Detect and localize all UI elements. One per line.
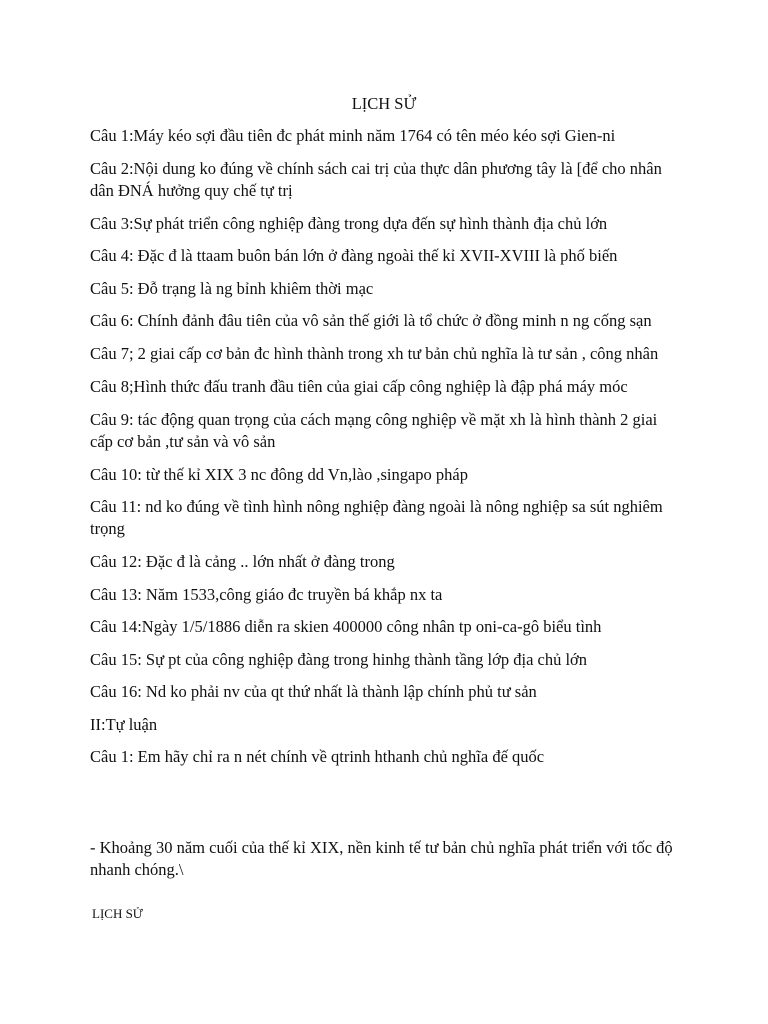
- question-item-8: Câu 8;Hình thức đấu tranh đầu tiên của giai cấp công nghiệp là đập phá máy móc: [90, 377, 628, 396]
- question-item-14: Câu 14:Ngày 1/5/1886 diễn ra skien 400000 công nhân tp oni-ca-gô biểu tình: [90, 617, 602, 636]
- question-item-12: Câu 12: Đặc đ là cảng .. lớn nhất ở đàng trong: [90, 552, 395, 571]
- page-title: LỊCH SỬ: [351, 94, 417, 113]
- question-item-16: Câu 16: Nd ko phải nv của qt thứ nhất là thành lập chính phủ tư sản: [90, 682, 537, 701]
- question-item-5: Câu 5: Đỗ trạng là ng bỉnh khiêm thời mạc: [90, 278, 374, 298]
- question-item-7: Câu 7; 2 giai cấp cơ bản đc hình thành trong xh tư bản chủ nghĩa là tư sản , công nhân: [90, 344, 659, 363]
- question-item-4: Câu 4: Đặc đ là ttaam buôn bán lớn ở đàng ngoài thế kỉ XVII-XVIII là phố biến: [90, 246, 618, 265]
- question-item-13: Câu 13: Năm 1533,công giáo đc truyền bá khắp nx ta: [90, 584, 443, 604]
- question-item-15: Câu 15: Sự pt của công nghiệp đàng trong hinhg thành tầng lớp địa chủ lớn: [90, 649, 588, 669]
- question-list: [90, 125, 680, 779]
- question-item-10: Câu 10: từ thế kỉ XIX 3 nc đông dd Vn,lào ,singapo pháp: [90, 464, 469, 484]
- footer-title: LỊCH SỬ: [92, 906, 143, 921]
- question-item-2: Câu 2:Nội dung ko đúng về chính sách cai trị của thực dân phương tây là [để cho nhân dân ĐNÁ hưởng quy chế tự trị: [90, 158, 662, 200]
- answer-paragraph: - Khoảng 30 năm cuối của thế kỉ XIX, nền kinh tế tư bản chủ nghĩa phát triển với tốc độ nhanh chóng.\: [90, 838, 673, 879]
- question-item-9: Câu 9: tác động quan trọng của cách mạng công nghiệp về mặt xh là hình thành 2 giai cấp cơ bản ,tư sản và vô sản: [90, 409, 658, 451]
- question-item-1: Câu 1:Máy kéo sợi đầu tiên đc phát minh năm 1764 có tên méo kéo sợi Gien-ni: [90, 126, 616, 145]
- section-heading-essay: II:Tự luận: [90, 714, 158, 734]
- essay-question-1: Câu 1: Em hãy chỉ ra n nét chính về qtrinh hthanh chủ nghĩa đế quốc: [90, 747, 545, 766]
- question-item-3: Câu 3:Sự phát triển công nghiệp đàng trong dựa đến sự hình thành địa chủ lớn: [90, 213, 608, 233]
- question-item-6: Câu 6: Chính đảnh đâu tiên của vô sản thế giới là tổ chức ở đồng minh n ng cống sạn: [90, 311, 652, 330]
- question-item-11: Câu 11: nd ko đúng về tình hình nông nghiệp đàng ngoài là nông nghiệp sa sút nghiêm trọng: [90, 497, 663, 538]
